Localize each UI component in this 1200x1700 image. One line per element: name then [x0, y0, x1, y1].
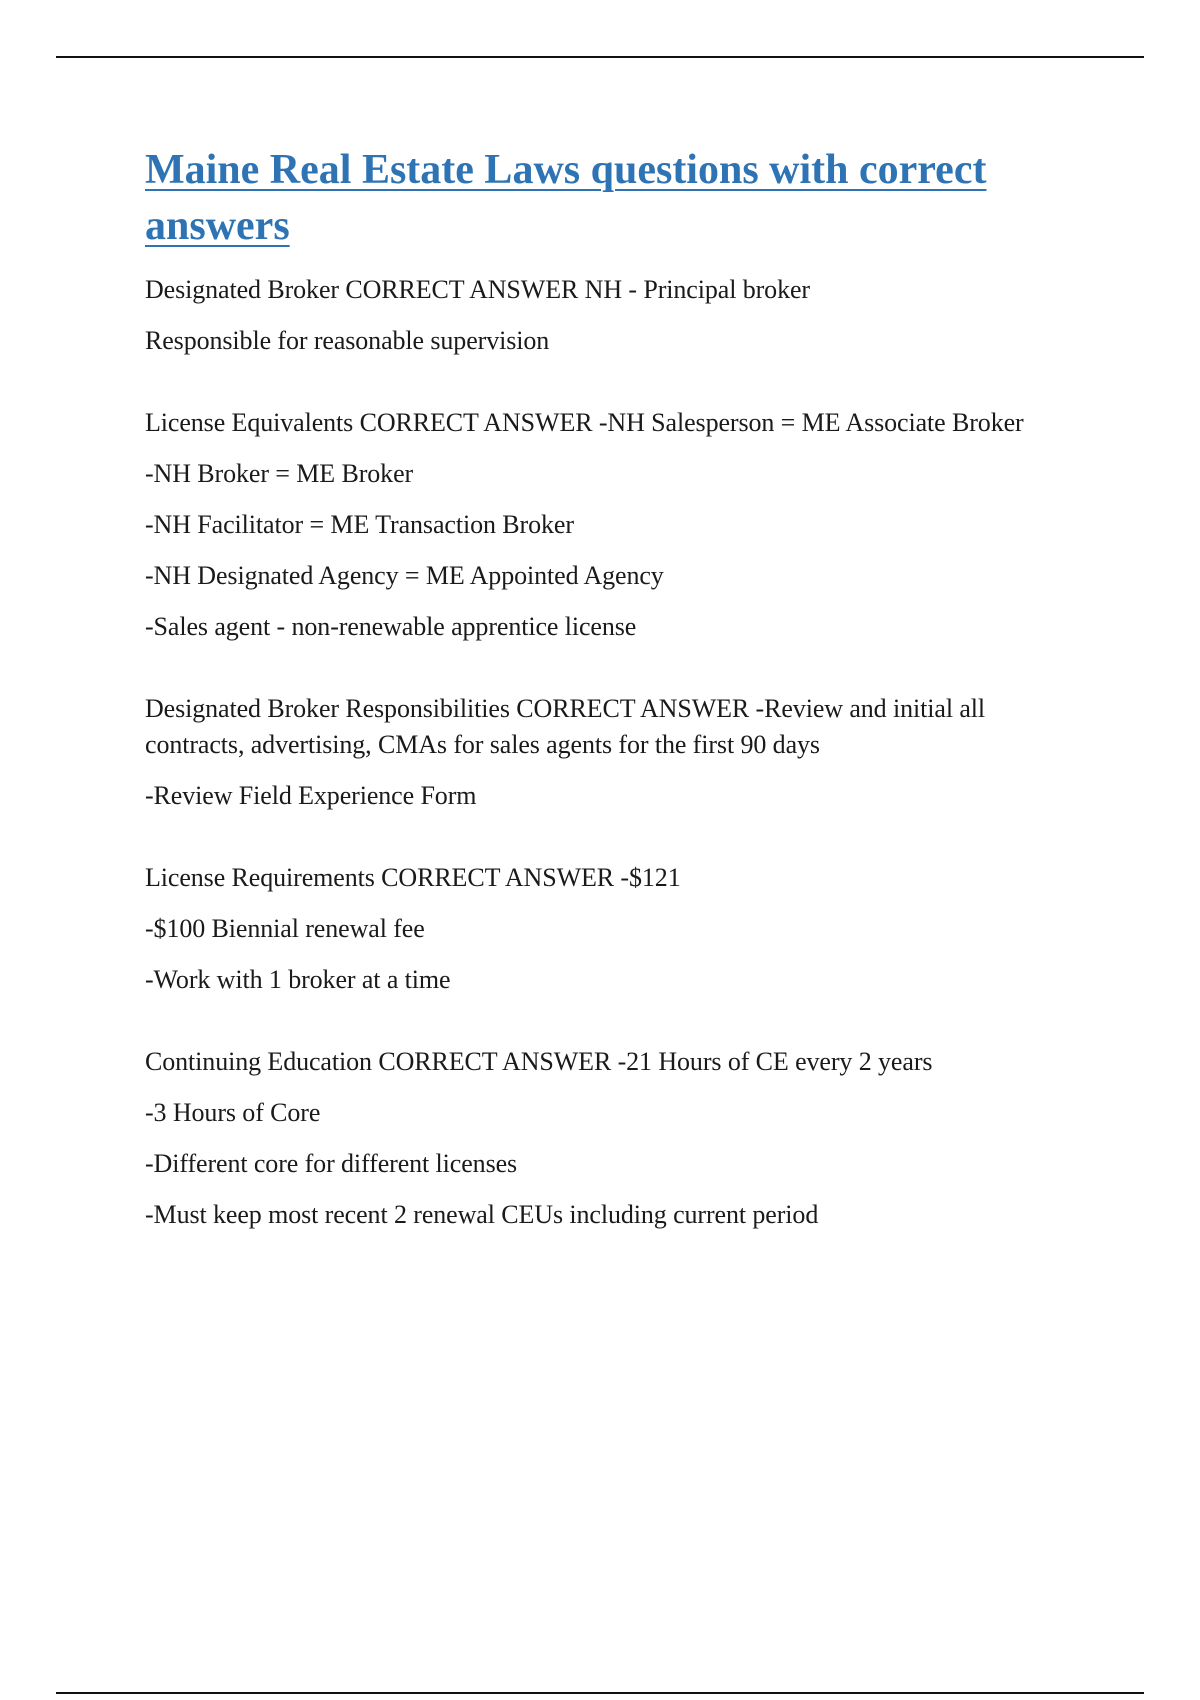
qa-line: -$100 Biennial renewal fee	[145, 914, 425, 943]
qa-line: -NH Designated Agency = ME Appointed Agency	[145, 561, 664, 590]
qa-block-designated-broker	[145, 272, 1085, 359]
qa-line: License Requirements CORRECT ANSWER -$121	[145, 863, 681, 892]
document-body	[145, 142, 1085, 1279]
qa-block-designated-broker-responsibilities	[145, 691, 1085, 814]
qa-line: -Different core for different licenses	[145, 1149, 518, 1178]
qa-line: -Must keep most recent 2 renewal CEUs including current period	[145, 1200, 819, 1229]
qa-block-continuing-education	[145, 1044, 1085, 1233]
qa-block-license-requirements	[145, 860, 1085, 998]
qa-line: -Work with 1 broker at a time	[145, 965, 451, 994]
document-title: Maine Real Estate Laws questions with correct answers	[145, 147, 987, 249]
qa-line: -NH Facilitator = ME Transaction Broker	[145, 510, 574, 539]
qa-line: -NH Broker = ME Broker	[145, 459, 414, 488]
qa-line: License Equivalents CORRECT ANSWER -NH Salesperson = ME Associate Broker	[145, 408, 1024, 437]
qa-line: -Sales agent - non-renewable apprentice license	[145, 612, 637, 641]
qa-line: Continuing Education CORRECT ANSWER -21 Hours of CE every 2 years	[145, 1047, 933, 1076]
qa-line: -3 Hours of Core	[145, 1098, 321, 1127]
footer-rule	[56, 1692, 1144, 1694]
qa-line: -Review Field Experience Form	[145, 781, 477, 810]
qa-line: Designated Broker Responsibilities CORRECT ANSWER -Review and initial all contracts, advertising, CMAs for sales agents for the first 90 days	[145, 694, 986, 759]
header-rule	[56, 56, 1144, 58]
qa-line: Responsible for reasonable supervision	[145, 326, 550, 355]
qa-block-license-equivalents	[145, 405, 1085, 645]
qa-line: Designated Broker CORRECT ANSWER NH - Principal broker	[145, 275, 810, 304]
